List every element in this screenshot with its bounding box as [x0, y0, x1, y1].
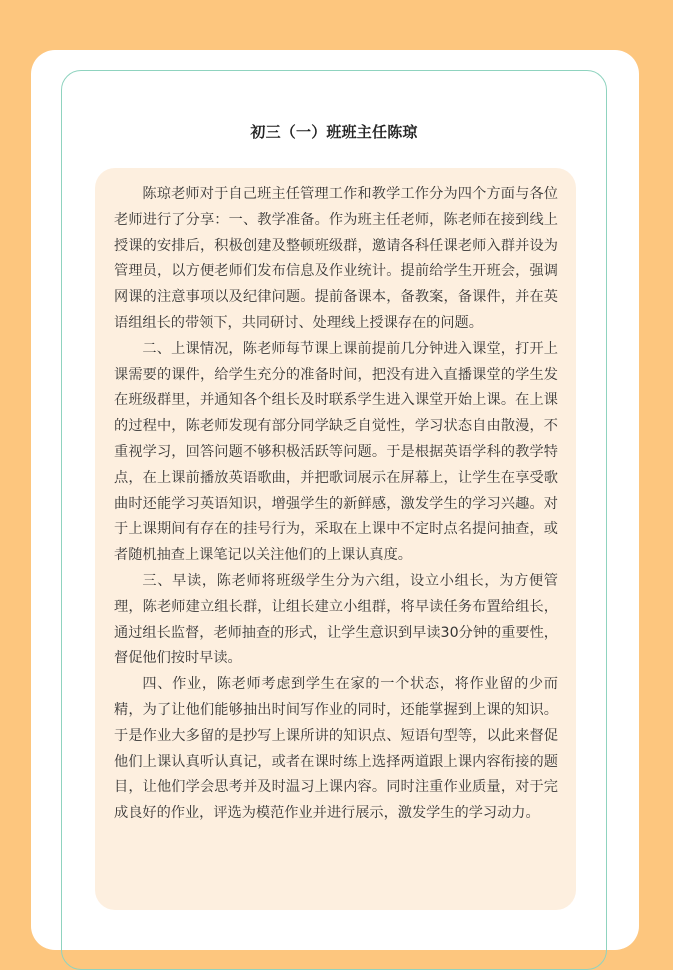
article-body: [95, 168, 576, 910]
paragraph-class-situation: 二、上课情况，陈老师每节课上课前提前几分钟进入课堂，打开上课需要的课件，给学生充分的准备时间，把没有进入直播课堂的学生发在班级群里，并通知各个组长及时联系学生进入课堂开始上课。在上课的过程中，陈老师发现有部分同学缺乏自觉性，学习状态自由散漫，不重视学习，回答问题不够积极活跃等问题。于是根据英语学科的教学特点，在上课前播放英语歌曲，并把歌词展示在屏幕上，让学生在享受歌曲时还能学习英语知识，增强学生的新鲜感，激发学生的学习兴趣。对于上课期间有存在的挂号行为，采取在上课中不定时点名提问抽查，或者随机抽查上课笔记以关注他们的上课认真度。: [114, 340, 558, 564]
article-title: 初三（一）班班主任陈琼: [250, 123, 418, 141]
paragraph-teaching-preparation: 陈琼老师对于自己班主任管理工作和教学工作分为四个方面与各位老师进行了分享：一、教学准备。作为班主任老师，陈老师在接到线上授课的安排后，积极创建及整顿班级群，邀请各科任课老师入群并设为管理员，以方便老师们发布信息及作业统计。提前给学生开班会，强调网课的注意事项以及纪律问题。提前备课本，备教案，备课件，并在英语组组长的带领下，共同研讨、处理线上授课存在的问题。: [114, 186, 558, 331]
article-card: [31, 50, 639, 950]
paragraph-homework: 四、作业，陈老师考虑到学生在家的一个状态，将作业留的少而精，为了让他们能够抽出时间写作业的同时，还能掌握到上课的知识。于是作业大多留的是抄写上课所讲的知识点、短语句型等，以此来督促他们上课认真听认真记，或者在课时练上选择两道跟上课内容衔接的题目，让他们学会思考并及时温习上课内容。同时注重作业质量，对于完成良好的作业，评选为模范作业并进行展示，激发学生的学习动力。: [114, 676, 558, 822]
paragraph-morning-reading: 三、早读，陈老师将班级学生分为六组，设立小组长，为方便管理，陈老师建立组长群，让组长建立小组群，将早读任务布置给组长，通过组长监督，老师抽查的形式，让学生意识到早读30分钟的重要性，督促他们按时早读。: [114, 572, 558, 667]
article-frame: [61, 70, 607, 970]
